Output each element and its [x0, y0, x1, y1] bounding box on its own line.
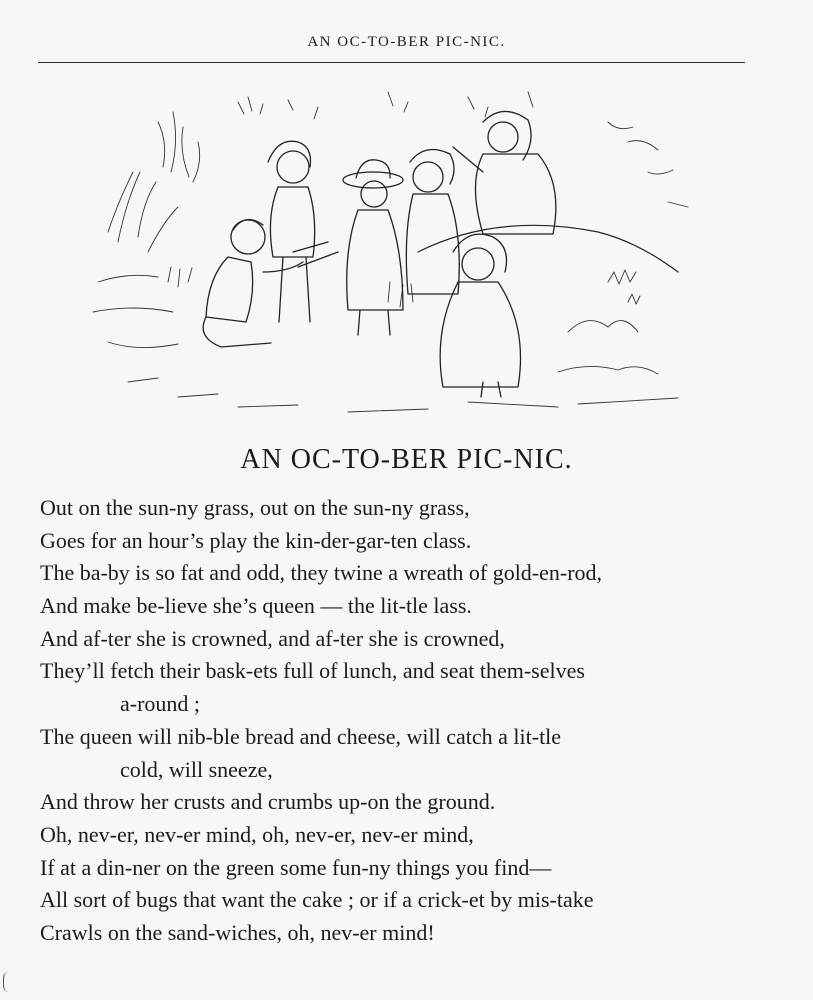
page-title: AN OC-TO-BER PIC-NIC.	[240, 444, 573, 475]
poem-line: They’ll fetch their bask-ets full of lunch, and seat them-selves	[40, 658, 585, 684]
poem-line: And make be-lieve she’s queen — the lit-tle lass.	[40, 593, 472, 619]
poem-line: If at a din-ner on the green some fun-ny things you find—	[40, 854, 552, 880]
poem-line: Goes for an hour’s play the kin-der-gar-ten class.	[40, 527, 472, 553]
poem-line: The queen will nib-ble bread and cheese, will catch a lit-tle	[40, 723, 562, 749]
children-picnic-engraving-icon	[88, 82, 720, 422]
illustration	[88, 82, 720, 422]
header-rule	[38, 62, 745, 63]
poem-line: Out on the sun-ny grass, out on the sun-ny grass,	[40, 495, 470, 520]
poem-line: The ba-by is so fat and odd, they twine a wreath of gold-en-rod,	[40, 560, 603, 586]
poem-body	[40, 492, 780, 950]
poem-line: All sort of bugs that want the cake ; or if a crick-et by mis-take	[40, 887, 594, 913]
poem-line: And throw her crusts and crumbs up-on the ground.	[40, 789, 496, 815]
poem-line-continuation: cold, will sneeze,	[120, 756, 273, 782]
poem-line-continuation: a-round ;	[120, 691, 201, 717]
poem-line: Oh, nev-er, nev-er mind, oh, nev-er, nev-er mind,	[40, 821, 474, 847]
margin-mark	[3, 972, 10, 992]
poem-line: And af-ter she is crowned, and af-ter she is crowned,	[40, 625, 505, 651]
poem-line: Crawls on the sand-wiches, oh, nev-er mind!	[40, 919, 435, 945]
running-head: AN OC-TO-BER PIC-NIC.	[307, 34, 506, 50]
